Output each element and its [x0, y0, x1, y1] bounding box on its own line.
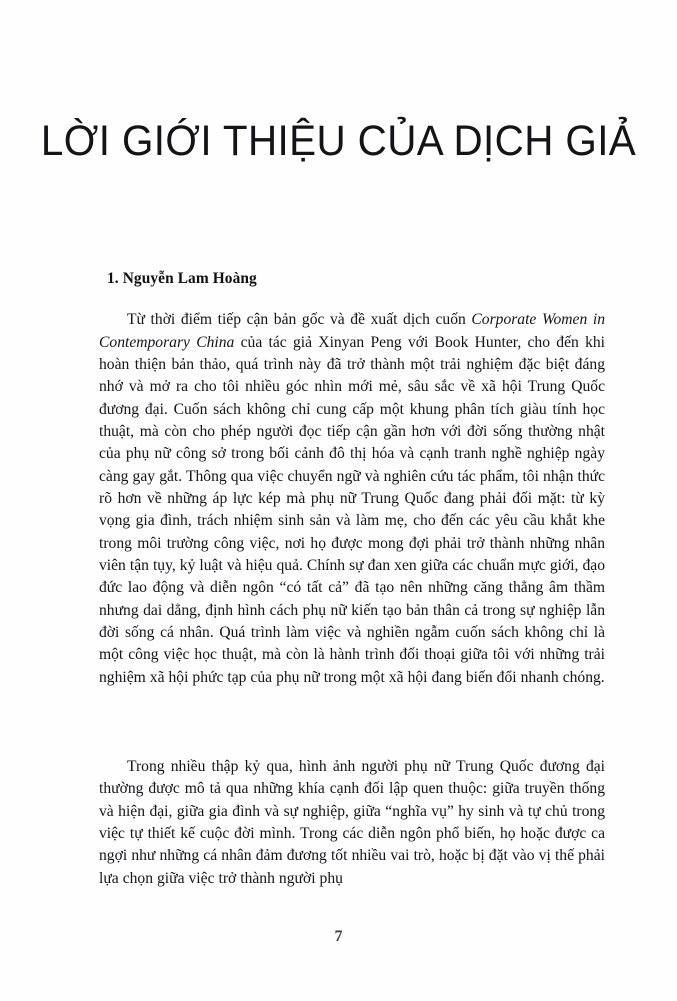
book-title-italic: Corporate Women in Contemporary China — [99, 311, 605, 351]
paragraph-1-text-before-title: Từ thời điểm tiếp cận bản gốc và đề xuất dịch cuốn — [127, 311, 472, 329]
paragraph-2: Trong nhiều thập kỷ qua, hình ảnh người phụ nữ Trung Quốc đương đại thường được mô tả qua những khía cạnh đối lập quen thuộc: giữa truyền thống và hiện đại, giữa gia đình và sự nghiệp, giữa “nghĩa vụ” hy sinh và tự chủ trong việc tự thiết kế cuộc đời mình. Trong các diễn ngôn phổ biến, họ hoặc được ca ngợi như những cá nhân đảm đương tốt nhiều vai trò, hoặc bị đặt vào vị thế phải lựa chọn giữa việc trở thành người phụ — [99, 758, 605, 887]
section-heading: 1. Nguyễn Lam Hoàng — [107, 270, 257, 287]
page-number: 7 — [334, 928, 343, 945]
text-column — [99, 268, 605, 689]
paragraph-2-clip — [99, 756, 605, 908]
paragraph-1 — [99, 309, 605, 689]
paragraph-1-text-after-title: của tác giả Xinyan Peng với Book Hunter, cho đến khi hoàn thiện bản thảo, quá trình này đã trở thành một trải nghiệm đặc biệt đáng nhớ và mở ra cho tôi nhiều góc nhìn mới mẻ, sâu sắc về xã hội Trung Quốc đương đại. Cuốn sách không chỉ cung cấp một khung phân tích giàu tính học thuật, mà còn cho phép người đọc tiếp cận gần hơn với đời sống thường nhật của phụ nữ công sở trong bối cảnh đô thị hóa và cạnh tranh nghề nghiệp ngày càng gay gắt. Thông qua việc chuyển ngữ và nghiên cứu tác phẩm, tôi nhận thức rõ hơn về những áp lực kép mà phụ nữ Trung Quốc đang phải đối mặt: từ kỳ vọng gia đình, trách nhiệm sinh sản và làm mẹ, cho đến các yêu cầu khắt khe trong môi trường công việc, nơi họ được mong đợi phải trở thành những nhân viên tận tụy, kỷ luật và hiệu quả. Chính sự đan xen giữa các chuẩn mực giới, đạo đức lao động và diễn ngôn “có tất cả” đã tạo nên những căng thẳng âm thầm nhưng dai dẳng, định hình cách phụ nữ kiến tạo bản thân cả trong sự nghiệp lẫn đời sống cá nhân. Quá trình làm việc và nghiền ngẫm cuốn sách không chỉ là một công việc học thuật, mà còn là hành trình đối thoại giữa tôi với những trải nghiệm xã hội phức tạp của phụ nữ trong một xã hội đang biến đổi nhanh chóng. — [99, 333, 605, 686]
chapter-title: LỜI GIỚI THIỆU CỦA DỊCH GIẢ — [40, 116, 637, 165]
